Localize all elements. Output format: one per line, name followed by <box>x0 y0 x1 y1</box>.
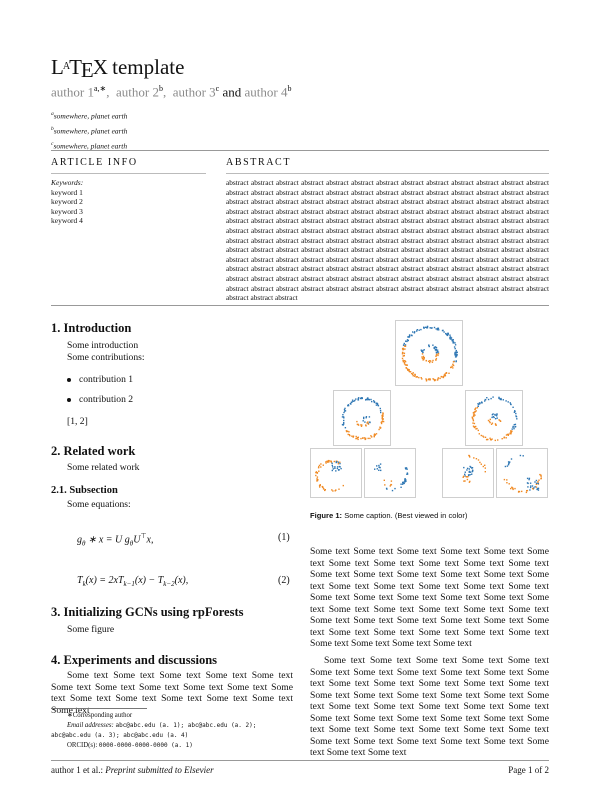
keywords-block <box>51 178 83 226</box>
affiliations <box>51 108 127 153</box>
figure-panel-bottom-2 <box>364 448 416 498</box>
affil-text: somewhere, planet earth <box>53 126 128 136</box>
bullet-icon <box>67 398 71 402</box>
affiliation-b <box>51 123 127 138</box>
orcid-value[interactable]: 0000-0000-0000-0000 (a. 1) <box>98 742 193 749</box>
email-label: Email addresses: <box>67 722 114 729</box>
keywords-label: Keywords: <box>51 178 84 187</box>
keyword: keyword 2 <box>51 197 83 207</box>
section-experiments-heading: 4. Experiments and discussions <box>51 653 218 667</box>
intro-text <box>67 340 145 364</box>
footer-divider <box>51 760 549 761</box>
footer-left <box>51 765 214 775</box>
figure-panel-top <box>395 320 463 386</box>
abstract-heading: ABSTRACT <box>226 157 292 168</box>
citation[interactable]: [1, 2] <box>67 416 88 427</box>
figure-panel-bottom-4 <box>496 448 548 498</box>
figure-label: Figure 1: <box>310 511 343 520</box>
affil-sup: c <box>51 141 54 147</box>
author-4: author 4 <box>244 84 288 100</box>
affil-sup: a <box>51 111 54 117</box>
author-2: author 2 <box>115 84 159 100</box>
paper-title <box>51 55 184 80</box>
equation-2-number: (2) <box>278 575 290 586</box>
keyword: keyword 1 <box>51 187 83 197</box>
title-text: template <box>106 55 185 79</box>
abstract-text: abstract abstract abstract abstract abstract abstract abstract abstract abstract abstract abstract abstract abstract abstract abstract abstract abstract abstract abstract abstract abstract abstract abstract abstract abstract abstract abstract abstract abstract abstract abstract abstract abstract abstract abstract abstract abstract abstract abstract abstract abstract abstract abstract abstract abstract abstract abstract abstract abstract abstract abstract abstract abstract abstract abstract abstract abstract abstract abstract abstract abstract abstract abstract abstract abstract abstract abstract abstract abstract abstract abstract abstract abstract abstract abstract abstract abstract abstract abstract abstract abstract abstract abstract abstract abstract abstract abstract abstract abstract abstract abstract abstract abstract abstract abstract abstract abstract abstract abstract abstract abstract abstract abstract abstract abstract abstract abstract abstract abstract abstract abstract abstract abstract abstract abstract abstract abstract abstract abstract abstract abstract abstract abstract abstract abstract abstract abstract abstract abstract abstract abstract abstract abstract abstract abstract abstract abstract abstract abstract abstract abstract abstract abstract abstract abstract abstract abstract abstract abstract abstract abstract abstract abstract abstract abstract abstract abstract abstract abstract <box>226 178 549 303</box>
subsection-heading: 2.1. Subsection <box>51 485 118 496</box>
equation-1: $g_\theta$ ∗ x = U $g_\theta U^⊤x$, <box>77 532 154 548</box>
keyword: keyword 3 <box>51 206 83 216</box>
footnote-rule <box>51 708 147 709</box>
figure-caption <box>310 511 467 520</box>
related-text: Some related work <box>67 462 140 473</box>
latex-logo: $L^ATEX$ <box>51 55 107 82</box>
figure-panel-bottom-3 <box>442 448 494 498</box>
author-list: author $1^{a,∗}$, author 2$^b$, author 3$^c$ and author 4$^b$ <box>51 84 292 100</box>
author-1: author 1 <box>51 84 94 100</box>
author-1-sup: a,∗ <box>93 84 107 93</box>
divider <box>51 150 549 151</box>
bullet-text: contribution 1 <box>79 374 134 385</box>
footnote-corresponding: ∗Corresponding author <box>67 712 133 719</box>
email-list[interactable]: abc@abc.edu (a. 1); abc@abc.edu (a. 2); abc@abc.edu (a. 3); abc@abc.edu (a. 4) <box>51 722 257 739</box>
bullet-icon <box>67 378 71 382</box>
divider <box>51 173 206 174</box>
affiliation-a <box>51 108 127 123</box>
section-related-heading: 2. Related work <box>51 444 136 458</box>
keyword: keyword 4 <box>51 216 83 226</box>
author-4-sup: b <box>287 84 292 93</box>
page-number: Page 1 of 2 <box>508 765 549 775</box>
footnote-emails <box>51 721 293 740</box>
list-item <box>67 394 133 405</box>
author-3-sup: c <box>215 84 220 93</box>
figure-panel-mid-left <box>333 390 391 446</box>
figure-panel-bottom-1 <box>310 448 362 498</box>
author-2-sup: b <box>158 84 163 93</box>
affil-sup: b <box>51 126 54 132</box>
affil-text: somewhere, planet earth <box>53 111 128 121</box>
intro-line: Some contributions: <box>67 352 145 363</box>
bullet-text: contribution 2 <box>79 394 134 405</box>
experiments-paragraph: Some text Some text Some text Some text Some text Some text Some text Some text Some text Some text Some text Some text Some text Some text Some text Some text Some text <box>51 670 293 716</box>
footer-authors: author 1 et al.: <box>51 765 106 775</box>
divider <box>51 305 549 306</box>
list-item <box>67 374 133 385</box>
init-text: Some figure <box>67 624 115 635</box>
author-3: author 3 <box>172 84 216 100</box>
footnote-orcid <box>67 741 193 751</box>
right-paragraph-2: Some text Some text Some text Some text Some text Some text Some text Some text Some text Some text Some text Some text Some text Some text Some text Some text Some text Some text Some text Some text Some text Some text Some text Some text Some text Some text Some text Some text Some text Some text Some text Some text Some text Some text Some text Some text Some text Some text Some text Some text Some text Some text Some text Some text Some text Some text <box>310 655 549 758</box>
equation-2: $T_k(x) = 2xT_{k-1}(x) - T_{k-2}(x)$, <box>77 575 189 588</box>
figure-panel-mid-right <box>465 390 523 446</box>
affil-text: somewhere, planet earth <box>53 141 128 151</box>
equation-1-number: (1) <box>278 532 290 543</box>
right-paragraph-1: Some text Some text Some text Some text Some text Some text Some text Some text Some text Some text Some text Some text Some text Some text Some text Some text Some text Some text Some text Some text Some text Some text Some text Some text Some text Some text Some text Some text Some text Some text Some text Some text Some text Some text Some text Some text Some text Some text Some text Some text Some text Some text Some text Some text Some text Some text Some text Some text <box>310 546 549 649</box>
footer-journal: Preprint submitted to Elsevier <box>105 765 214 775</box>
section-init-heading: 3. Initializing GCNs using rpForests <box>51 605 244 619</box>
figure-caption-text: Some caption. (Best viewed in color) <box>342 511 468 520</box>
divider <box>226 173 549 174</box>
and-word: and <box>222 84 242 100</box>
subsection-text: Some equations: <box>67 499 131 510</box>
article-info-heading: ARTICLE INFO <box>51 157 138 168</box>
section-introduction-heading: 1. Introduction <box>51 321 132 335</box>
orcid-label: ORCID(s): <box>67 742 98 749</box>
intro-line: Some introduction <box>67 340 139 351</box>
